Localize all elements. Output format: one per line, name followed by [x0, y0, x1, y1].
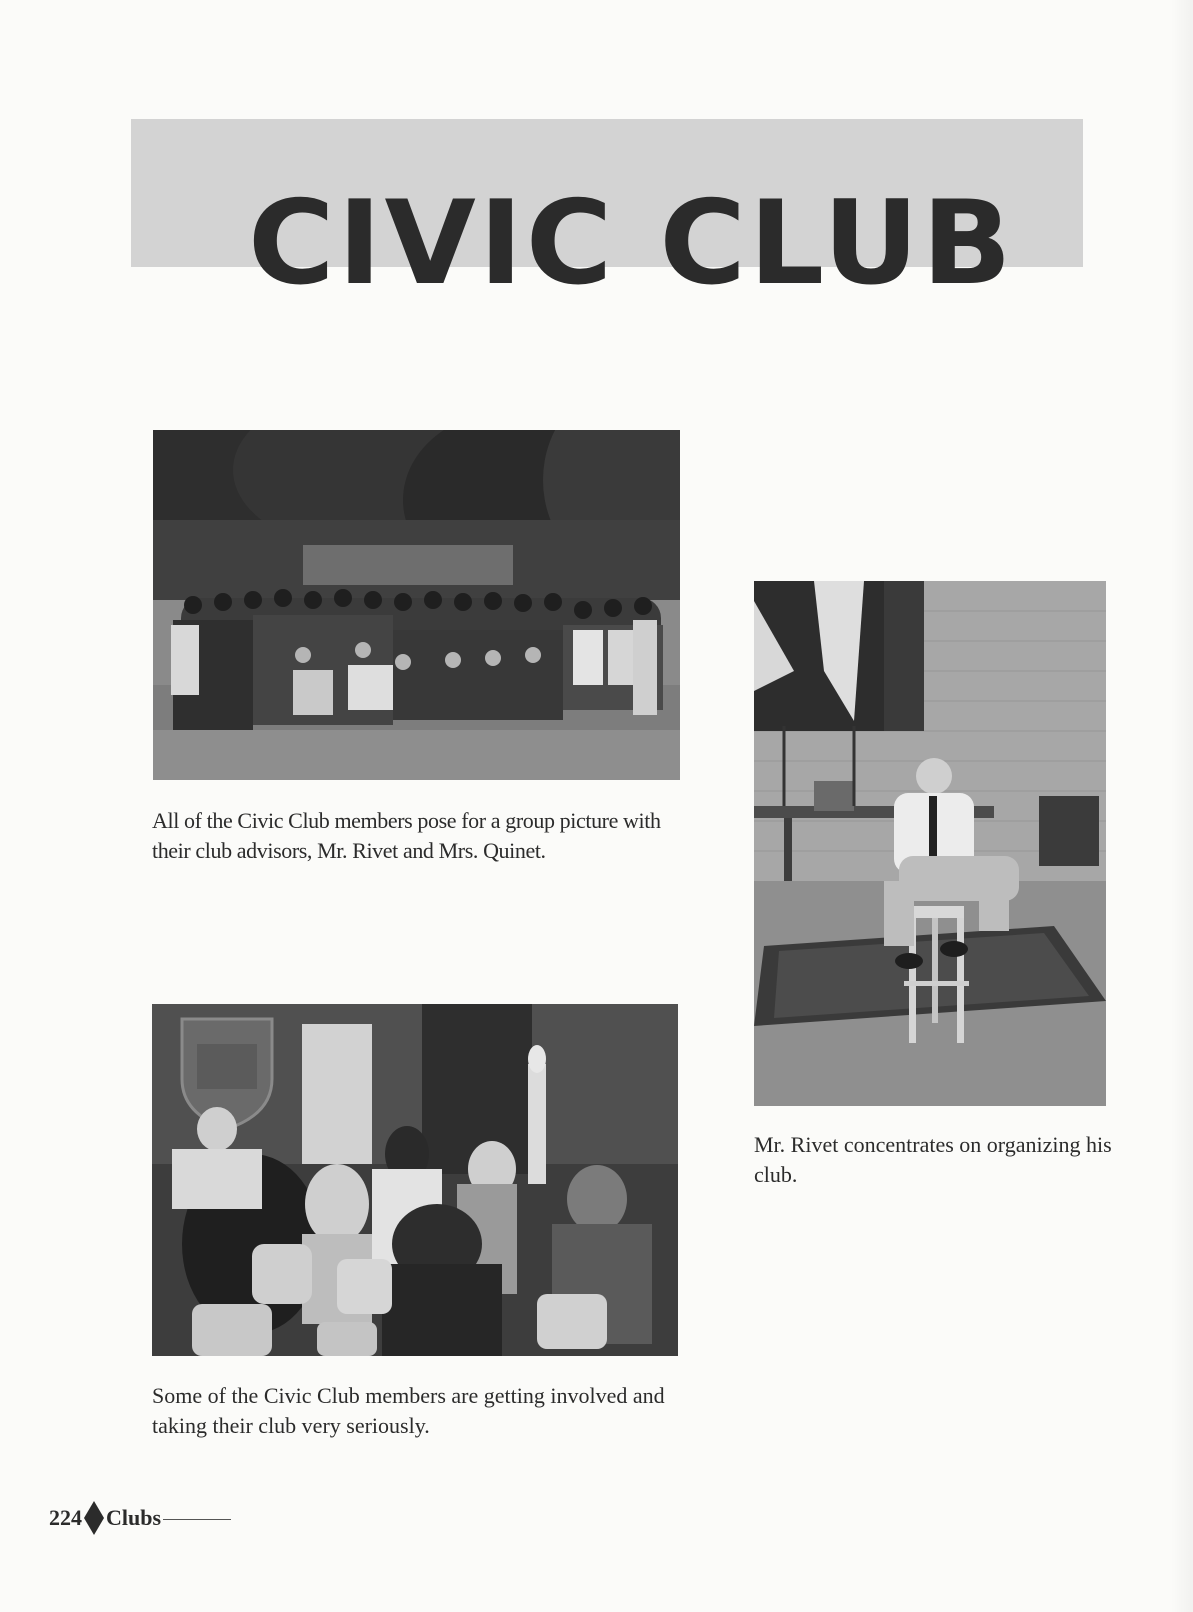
meeting-photo [152, 1004, 678, 1356]
section-name: Clubs [106, 1505, 162, 1530]
diamond-icon [84, 1501, 104, 1535]
page-number: 224 [49, 1505, 82, 1530]
group-photo [153, 430, 680, 780]
advisor-photo-caption: Mr. Rivet concentrates on organizing his club. [754, 1132, 1112, 1187]
group-photo-caption: All of the Civic Club members pose for a group picture with their club advisors, Mr. Rivet and Mrs. Quinet. [152, 808, 661, 863]
meeting-photo-caption: Some of the Civic Club members are getting involved and taking their club very seriously. [152, 1383, 665, 1438]
page-title: CIVIC CLUB [248, 175, 1015, 311]
page-footer [49, 1498, 231, 1538]
advisor-photo [754, 581, 1106, 1106]
footer-rule [163, 1519, 231, 1520]
page-edge-shadow [1171, 0, 1193, 1612]
